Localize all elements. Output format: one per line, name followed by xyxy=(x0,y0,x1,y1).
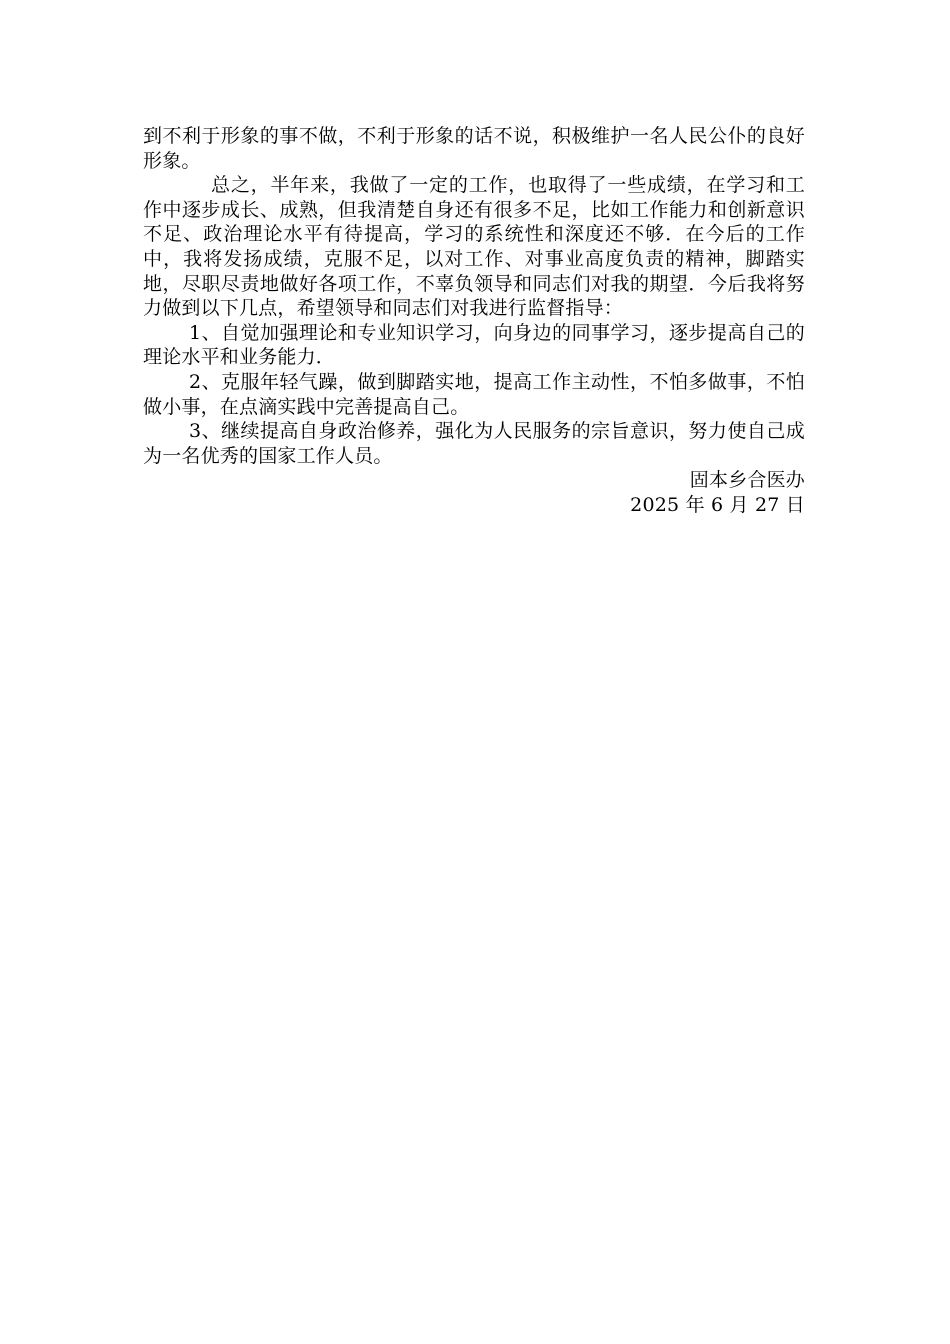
paragraph-continuation: 到不利于形象的事不做，不利于形象的话不说，积极维护一名人民公仆的良好形象。 xyxy=(143,125,805,172)
paragraph-summary: 总之，半年来，我做了一定的工作，也取得了一些成绩，在学习和工作中逐步成长、成熟，但我清楚自身还有很多不足，比如工作能力和创新意识不足、政治理论水平有待提高，学习的系统性和深度还不够．在今后的工作中，我将发扬成绩，克服不足，以对工作、对事业高度负责的精神，脚踏实地，尽职尽责地做好各项工作，不辜负领导和同志们对我的期望．今后我将努力做到以下几点，希望领导和同志们对我进行监督指导： xyxy=(143,174,805,320)
signature-organization: 固本乡合医办 xyxy=(689,469,805,492)
signature-date: 2025 年 6 月 27 日 xyxy=(630,493,805,516)
list-item-3: 3、继续提高自身政治修养，强化为人民服务的宗旨意识，努力使自己成为一名优秀的国家工作人员。 xyxy=(143,420,805,467)
list-item-2: 2、克服年轻气躁，做到脚踏实地，提高工作主动性，不怕多做事，不怕做小事，在点滴实践中完善提高自己。 xyxy=(143,370,805,418)
list-item-1: 1、自觉加强理论和专业知识学习，向身边的同事学习，逐步提高自己的理论水平和业务能力． xyxy=(143,321,805,369)
document-body xyxy=(143,124,805,518)
